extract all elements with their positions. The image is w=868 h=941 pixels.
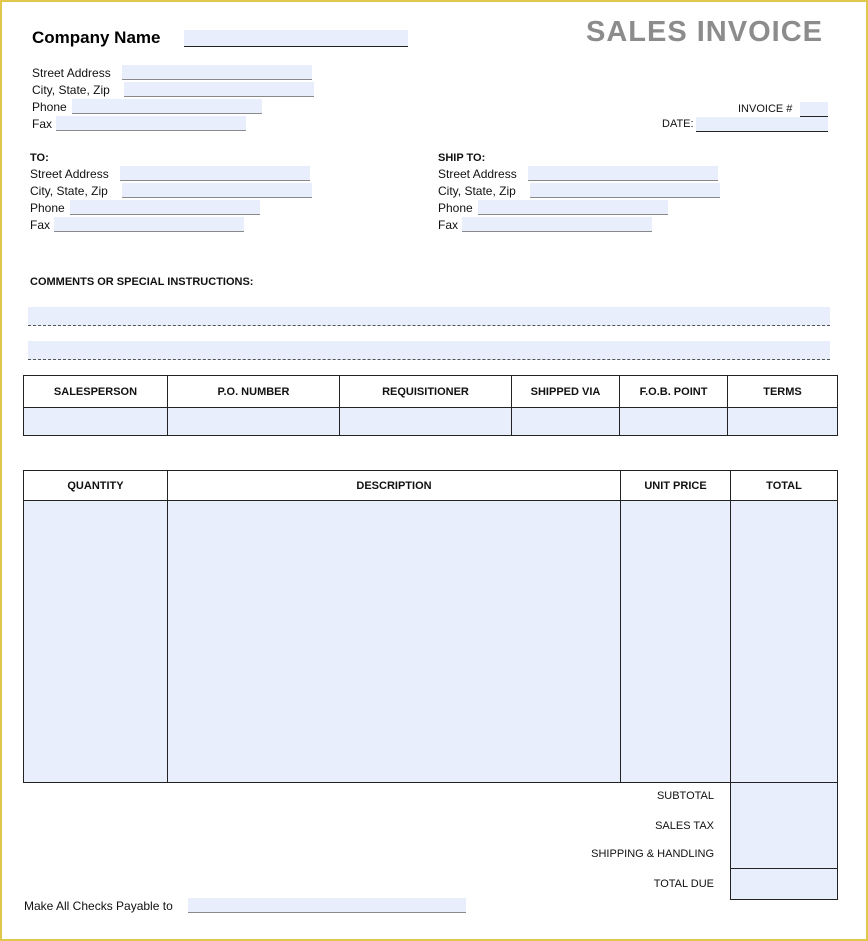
- quantity-cell[interactable]: [24, 501, 168, 783]
- totals-fields[interactable]: [730, 783, 838, 868]
- fob-point-cell[interactable]: [620, 408, 728, 436]
- sender-fax-field[interactable]: [56, 116, 246, 131]
- company-name-field[interactable]: [184, 30, 408, 47]
- to-heading: TO:: [30, 152, 49, 164]
- ship-to-heading: SHIP TO:: [438, 152, 486, 164]
- col-shipped-via: SHIPPED VIA: [512, 376, 620, 408]
- col-terms: TERMS: [728, 376, 838, 408]
- ship-phone-field[interactable]: [478, 200, 668, 215]
- subtotal-label: SUBTOTAL: [656, 790, 714, 802]
- sender-street-field[interactable]: [122, 65, 312, 80]
- sender-city-field[interactable]: [124, 82, 314, 97]
- to-city-label: City, State, Zip: [30, 184, 108, 198]
- ship-city-field[interactable]: [530, 183, 720, 198]
- comments-line-1[interactable]: [28, 307, 830, 326]
- ship-phone-label: Phone: [438, 201, 473, 215]
- total-due-field[interactable]: [730, 868, 838, 900]
- comments-line-2[interactable]: [28, 341, 830, 360]
- ship-street-field[interactable]: [528, 166, 718, 181]
- to-phone-field[interactable]: [70, 200, 260, 215]
- terms-cell[interactable]: [728, 408, 838, 436]
- ship-city-label: City, State, Zip: [438, 184, 516, 198]
- sender-phone-label: Phone: [32, 100, 67, 114]
- date-field[interactable]: [696, 117, 828, 132]
- to-fax-label: Fax: [30, 218, 51, 232]
- invoice-number-label: INVOICE #: [738, 103, 793, 115]
- comments-heading: COMMENTS OR SPECIAL INSTRUCTIONS:: [30, 276, 254, 288]
- sales-tax-label: SALES TAX: [655, 820, 714, 832]
- ship-fax-label: Fax: [438, 218, 459, 232]
- col-requisitioner: REQUISITIONER: [340, 376, 512, 408]
- total-due-label: TOTAL DUE: [653, 878, 714, 890]
- col-total: TOTAL: [731, 471, 838, 501]
- company-name-label: Company Name: [32, 28, 161, 47]
- col-po-number: P.O. NUMBER: [168, 376, 340, 408]
- sender-street-label: Street Address: [32, 66, 111, 80]
- col-salesperson: SALESPERSON: [24, 376, 168, 408]
- ship-street-label: Street Address: [438, 167, 517, 181]
- po-number-cell[interactable]: [168, 408, 340, 436]
- payable-to-field[interactable]: [188, 898, 466, 913]
- to-street-label: Street Address: [30, 167, 109, 181]
- invoice-number-field[interactable]: [800, 102, 828, 117]
- sender-city-label: City, State, Zip: [32, 83, 110, 97]
- salesperson-cell[interactable]: [24, 408, 168, 436]
- col-description: DESCRIPTION: [168, 471, 621, 501]
- sender-phone-field[interactable]: [72, 99, 262, 114]
- to-city-field[interactable]: [122, 183, 312, 198]
- shipping-handling-label: SHIPPING & HANDLING: [591, 848, 714, 860]
- col-quantity: QUANTITY: [24, 471, 168, 501]
- to-fax-field[interactable]: [54, 217, 244, 232]
- description-cell[interactable]: [168, 501, 621, 783]
- unit-price-cell[interactable]: [621, 501, 731, 783]
- requisitioner-cell[interactable]: [340, 408, 512, 436]
- shipped-via-cell[interactable]: [512, 408, 620, 436]
- to-phone-label: Phone: [30, 201, 65, 215]
- to-street-field[interactable]: [120, 166, 310, 181]
- col-fob-point: F.O.B. POINT: [620, 376, 728, 408]
- invoice-title: SALES INVOICE: [586, 16, 823, 48]
- sender-fax-label: Fax: [32, 117, 53, 131]
- ship-fax-field[interactable]: [462, 217, 652, 232]
- date-label: DATE:: [662, 118, 694, 130]
- line-items-table: [23, 470, 838, 783]
- order-info-table: [23, 375, 838, 436]
- payable-to-label: Make All Checks Payable to: [24, 899, 173, 913]
- col-unit-price: UNIT PRICE: [621, 471, 731, 501]
- total-cell[interactable]: [731, 501, 838, 783]
